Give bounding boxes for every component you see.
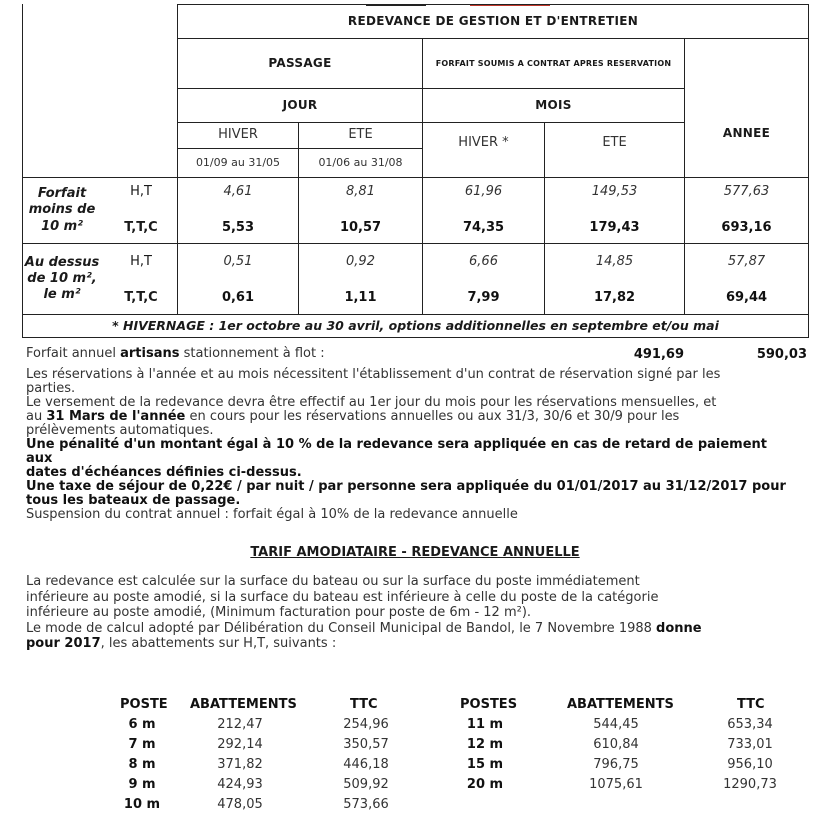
value-cell: 57,87 [727,253,766,269]
tariff-grid [22,4,809,337]
value-cell: 577,63 [723,183,770,199]
header-ttc: TTC [350,697,378,712]
poste-cell: 6 m [128,717,156,732]
amodiataire-paragraph: La redevance est calculée sur la surface du bateau ou sur la surface du poste immédiatement inférieure au poste amodié, si la surface du bateau est inférieure à celle du poste de la catégorie inférieure au poste amodié, (Minimum facturation pour poste de 6m - 12 m²). Le mode de calcul adopté par Délibération du Conseil Municipal de Bandol, le 7 Novembre 1988 donne pour 2017, les abattements sur H,T, suivants : [26,574,702,652]
date-hiver: 01/09 au 31/05 [195,156,281,170]
row-label-forfait: Forfait moins de 10 m² [28,186,96,234]
abattement-cell: 796,75 [593,757,639,772]
value-cell: 7,99 [467,289,500,305]
value-cell: 0,51 [223,253,253,269]
mois-header: MOIS [535,98,572,112]
annee-header: ANNEE [722,125,771,140]
header-abattements: ABATTEMENTS [190,697,297,712]
value-cell: 74,35 [462,219,505,235]
value-cell: 0,92 [346,253,375,269]
ttc-cell: 573,66 [343,797,389,812]
poste-cell: 10 m [123,797,161,812]
ttc-cell: 254,96 [343,717,389,732]
ttc-cell: 653,34 [727,717,773,732]
reservation-paragraph: Les réservations à l'année et au mois nécessitent l'établissement d'un contrat de réservation signé par les parties. Le versement de la redevance devra être effectif au 1er jour du mois pour les réservations mensuelles, et au 31 Mars de l'année en cours pour les réservations annuelles ou aux 31/3, 30/6 et 30/9 pour les prélèvements automatiques. Une pénalité d'un montant égal à 10 % de la redevance sera appliquée en cas de retard de paiement aux dates d'échéances définies ci-dessus. Une taxe de séjour de 0,22€ / par nuit / par personne sera appliquée du 01/01/2017 au 31/12/2017 pour tous les bateaux de passage. Suspension du contrat annuel : forfait égal à 10% de la redevance annuelle [26,367,786,522]
poste-cell: 20 m [466,777,504,792]
abattement-cell: 371,82 [217,757,263,772]
abattement-cell: 1075,61 [589,777,643,792]
value-cell: 6,66 [469,253,498,269]
row-label-au-dessus: Au dessus de 10 m², le m² [24,254,100,303]
abattement-cell: 292,14 [217,737,263,752]
artisans-ttc: 590,03 [756,347,807,362]
header-postes: POSTES [460,697,518,712]
ttc-cell: 956,10 [727,757,773,772]
ttc-cell: 509,92 [343,777,389,792]
grid-title: REDEVANCE DE GESTION ET D'ENTRETIEN [347,14,639,28]
poste-cell: 8 m [128,757,156,772]
value-cell: 14,85 [595,253,634,269]
poste-cell: 11 m [466,717,504,732]
artisans-ht: 491,69 [633,347,684,362]
value-cell: 8,81 [346,183,375,199]
jour-ete-header: ETE [348,127,373,143]
ttc-label: T,T,C [124,219,158,235]
value-cell: 1,11 [344,289,377,305]
abattement-cell: 424,93 [217,777,263,792]
poste-cell: 9 m [128,777,156,792]
ht-label: H,T [130,253,152,269]
date-ete: 01/06 au 31/08 [318,156,403,170]
value-cell: 10,57 [339,219,382,235]
ttc-cell: 733,01 [727,737,773,752]
abattement-cell: 610,84 [593,737,639,752]
header-poste: POSTE [120,697,168,712]
poste-cell: 7 m [128,737,156,752]
value-cell: 17,82 [593,289,636,305]
abattement-cell: 478,05 [217,797,263,812]
ttc-cell: 350,57 [343,737,389,752]
value-cell: 149,53 [591,183,638,199]
passage-header: PASSAGE [268,56,332,70]
header-abattements-right: ABATTEMENTS [567,697,674,712]
forfait-contrat-header: FORFAIT SOUMIS A CONTRAT APRES RESERVATION [435,58,672,68]
mois-ete-header: ETE [602,134,627,150]
abattement-cell: 544,45 [593,717,639,732]
poste-cell: 12 m [466,737,504,752]
value-cell: 179,43 [589,219,640,235]
value-cell: 69,44 [725,289,768,305]
jour-header: JOUR [282,98,318,112]
mois-hiver-header: HIVER * [458,134,509,150]
ttc-cell: 446,18 [343,757,389,772]
value-cell: 61,96 [464,183,503,199]
value-cell: 4,61 [223,183,253,199]
value-cell: 0,61 [221,289,255,305]
jour-hiver-header: HIVER [218,127,258,143]
hivernage-note: * HIVERNAGE : 1er octobre au 30 avril, options additionnelles en septembre et/ou mai [112,318,719,334]
poste-cell: 15 m [466,757,504,772]
header-ttc-right: TTC [737,697,765,712]
artisans-label: Forfait annuel artisans stationnement à flot : [26,346,325,361]
ttc-label: T,T,C [124,289,158,305]
abattement-cell: 212,47 [217,717,263,732]
value-cell: 5,53 [221,219,255,235]
value-cell: 693,16 [721,219,772,235]
ht-label: H,T [130,183,152,199]
amodiataire-title: TARIF AMODIATAIRE - REDEVANCE ANNUELLE [250,545,580,560]
ttc-cell: 1290,73 [723,777,777,792]
